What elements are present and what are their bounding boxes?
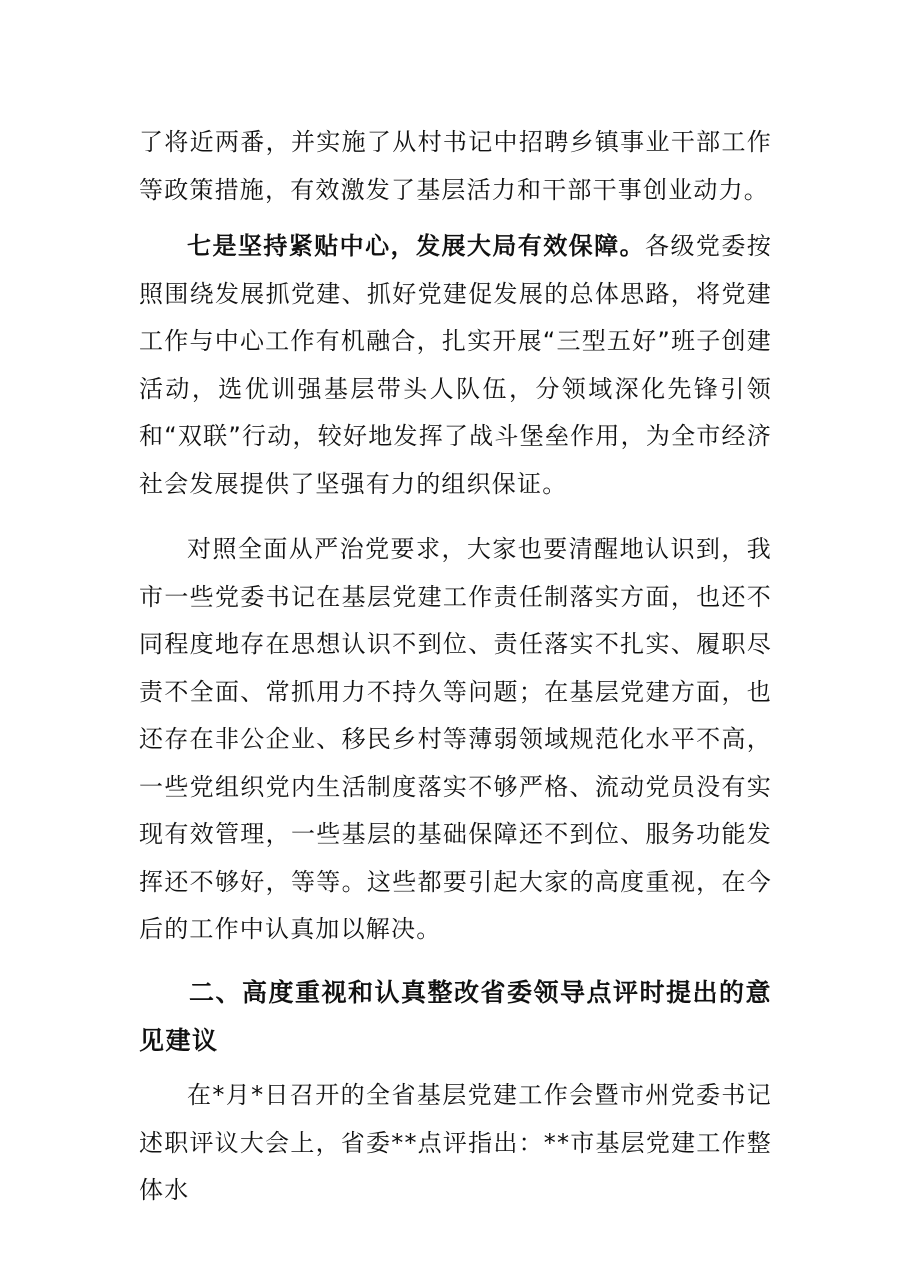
paragraph-text: 各级党委按照围绕发展抓党建、抓好党建促发展的总体思路，将党建工作与中心工作有机融合，扎实开展“三型五好”班子创建活动，选优训强基层带头人队伍，分领域深化先锋引领和“双联”行动，较好地发挥了战斗堡垒作用，为全市经济社会发展提供了坚强有力的组织保证。 <box>139 232 772 498</box>
paragraph-lead-heading: 七是坚持紧贴中心，发展大局有效保障。 <box>187 232 646 260</box>
section-heading-text: 二、高度重视和认真整改省委领导点评时提出的意见建议 <box>139 978 773 1055</box>
paragraph-text: 在*月*日召开的全省基层党建工作会暨市州党委书记述职评议大会上，省委**点评指出：**市基层党建工作整体水 <box>139 1081 772 1204</box>
section-heading <box>139 969 772 1064</box>
paragraph-item-seven <box>139 223 772 508</box>
paragraph-text: 对照全面从严治党要求，大家也要清醒地认识到，我市一些党委书记在基层党建工作责任制落实方面，也还不同程度地存在思想认识不到位、责任落实不扎实、履职尽责不全面、常抓用力不持久等问题；在基层党建方面，也还存在非公企业、移民乡村等薄弱领域规范化水平不高，一些党组织党内生活制度落实不够严格、流动党员没有实现有效管理，一些基层的基础保障还不到位、服务功能发挥还不够好，等等。这些都要引起大家的高度重视，在今后的工作中认真加以解决。 <box>139 535 772 943</box>
paragraph-text: 了将近两番，并实施了从村书记中招聘乡镇事业干部工作等政策措施，有效激发了基层活力和干部干事创业动力。 <box>139 128 772 204</box>
paragraph-problems <box>139 526 772 954</box>
paragraph-review <box>139 1072 772 1215</box>
paragraph-continuation <box>139 119 772 214</box>
